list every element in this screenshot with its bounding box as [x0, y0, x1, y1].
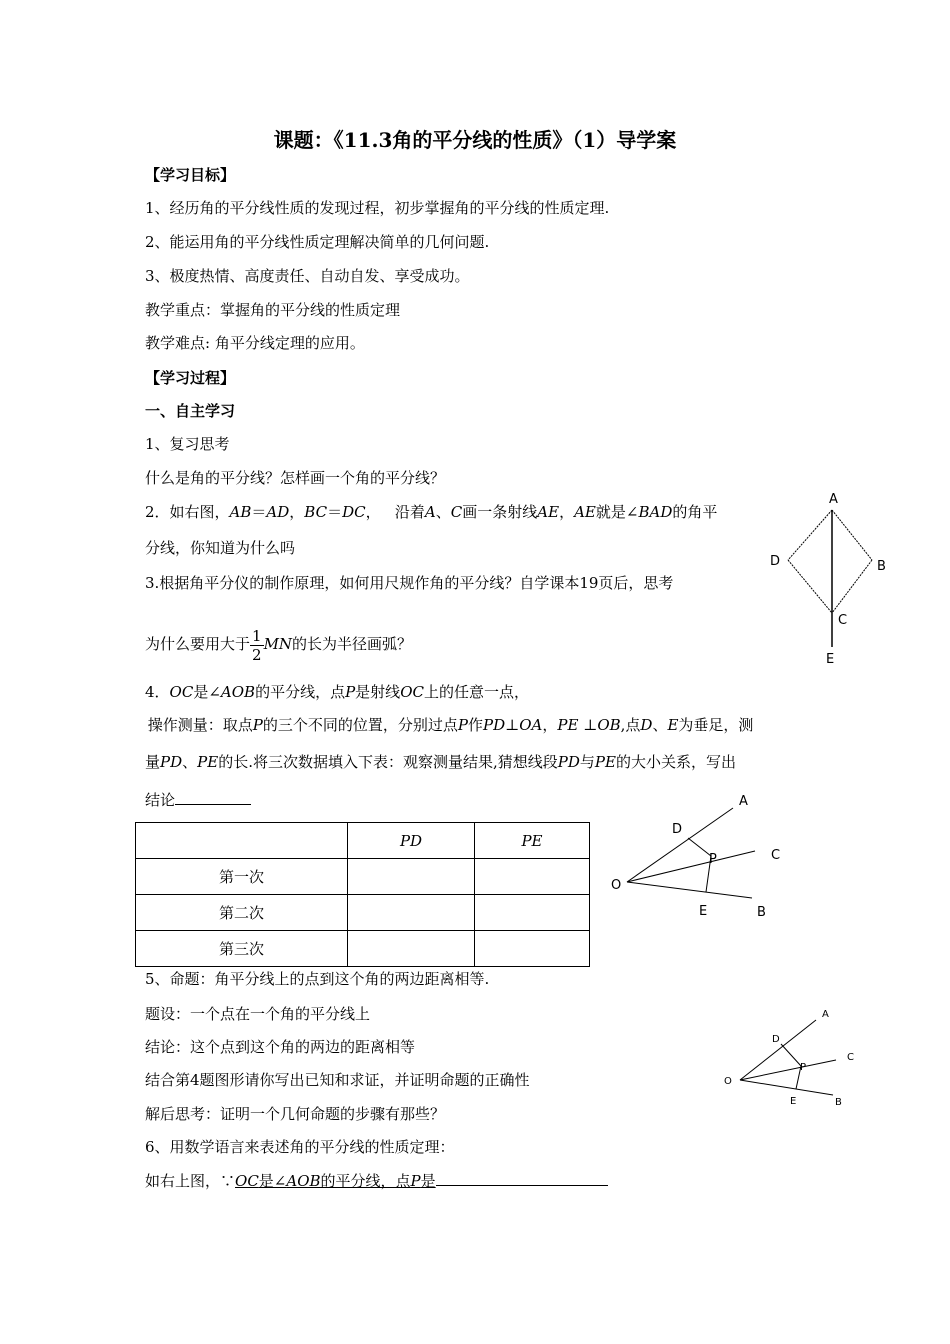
q6-line2: 如右上图，∵OC是∠AOB的平分线，点P是: [145, 1171, 608, 1191]
pd-input-cell[interactable]: [348, 859, 475, 895]
q5-line4: 结合第4题图形请你写出已知和求证，并证明命题的正确性: [145, 1071, 530, 1089]
fig2-label-d: D: [672, 822, 683, 837]
fig1-label-c: C: [838, 613, 848, 628]
fig3-label-o: O: [724, 1076, 732, 1087]
table-header-cell: [136, 823, 348, 859]
fig3-label-a: A: [822, 1009, 829, 1020]
q3-line2: 为什么要用大于 $\frac{1}{2}$ MN的长为半径画弧？: [145, 626, 413, 664]
fig2-label-b: B: [757, 905, 766, 920]
teaching-focus: 教学重点：掌握角的平分线的性质定理: [145, 301, 401, 319]
fig3-label-b: B: [835, 1097, 842, 1108]
pe-input-cell[interactable]: [475, 931, 590, 967]
fig3-label-e: E: [790, 1096, 797, 1107]
pe-input-cell[interactable]: [475, 859, 590, 895]
process-header: 【学习过程】: [145, 369, 236, 387]
fig2-label-a: A: [739, 794, 748, 809]
q5-line3: 结论：这个点到这个角的两边的距离相等: [145, 1038, 416, 1056]
q4-line2: 操作测量：取点P的三个不同的位置，分别过点P作PD⊥OA，PE ⊥OB,点D、E为垂足，测: [143, 716, 754, 734]
statement-blank[interactable]: [436, 1171, 608, 1186]
q2-line1: 2．如右图，AB＝AD，BC＝DC， 沿着A、C画一条射线AE，AE就是∠BAD的角平: [145, 503, 718, 521]
fig2-label-o: O: [611, 878, 622, 893]
fig3-label-d: D: [772, 1034, 780, 1045]
table-header-pd: PD: [348, 823, 475, 859]
goal-3: 3、极度热情、高度责任、自动自发、享受成功。: [145, 267, 470, 285]
teaching-difficulty: 教学难点: 角平分线定理的应用。: [145, 334, 365, 352]
q4-line4: 结论: [145, 790, 251, 810]
fig2-label-e: E: [699, 904, 708, 919]
q5-line1: 5、命题：角平分线上的点到这个角的两边距离相等.: [145, 970, 490, 988]
q5-line2: 题设：一个点在一个角的平分线上: [145, 1005, 371, 1023]
fraction-half: $\frac{1}{2}$: [252, 626, 262, 664]
fig1-label-a: A: [829, 492, 838, 507]
row-label: 第三次: [136, 931, 348, 967]
fig1-label-d: D: [770, 554, 781, 569]
q2-line2: 分线，你知道为什么吗: [145, 539, 296, 557]
page-title: 课题：《11.3角的平分线的性质》（1）导学案: [273, 128, 677, 152]
goal-2: 2、能运用角的平分线性质定理解决简单的几何问题.: [145, 233, 490, 251]
fig1-label-b: B: [877, 559, 886, 574]
fig3-label-c: C: [847, 1052, 854, 1063]
table-header-pe: PE: [475, 823, 590, 859]
table-row: [136, 895, 590, 931]
angle-bisector-figure: [605, 785, 805, 925]
q5-line5: 解后思考：证明一个几何命题的步骤有那些？: [145, 1105, 446, 1123]
row-label: 第二次: [136, 895, 348, 931]
q1-text: 什么是角的平分线？怎样画一个角的平分线？: [145, 469, 446, 487]
q3-line1: 3.根据角平分仪的制作原理，如何用尺规作角的平分线？自学课本19页后，思考: [145, 574, 674, 592]
q6-line1: 6、用数学语言来表述角的平分线的性质定理：: [145, 1138, 455, 1156]
table-row: [136, 859, 590, 895]
pe-input-cell[interactable]: [475, 895, 590, 931]
section-self-study: 一、自主学习: [145, 402, 236, 420]
q4-line1: 4．OC是∠AOB的平分线，点P是射线OC上的任意一点，: [145, 683, 529, 701]
pd-input-cell[interactable]: [348, 931, 475, 967]
fig3-label-p: P: [800, 1062, 807, 1073]
table-header-row: [136, 823, 590, 859]
fig2-label-p: P: [709, 852, 717, 867]
row-label: 第一次: [136, 859, 348, 895]
fig2-label-c: C: [771, 848, 781, 863]
goal-1: 1、经历角的平分线性质的发现过程，初步掌握角的平分线的性质定理.: [145, 199, 610, 217]
fig1-label-e: E: [826, 652, 835, 667]
pd-input-cell[interactable]: [348, 895, 475, 931]
measurement-table: [135, 822, 590, 967]
table-row: [136, 931, 590, 967]
q1-title: 1、复习思考: [145, 435, 230, 453]
q4-line3: 量PD、PE的长.将三次数据填入下表：观察测量结果,猜想线段PD与PE的大小关系，写出: [145, 753, 736, 771]
angle-bisector-figure-small: [718, 1000, 868, 1115]
goals-header: 【学习目标】: [145, 166, 236, 184]
conclusion-blank[interactable]: [175, 790, 251, 805]
kite-figure: [760, 485, 900, 670]
